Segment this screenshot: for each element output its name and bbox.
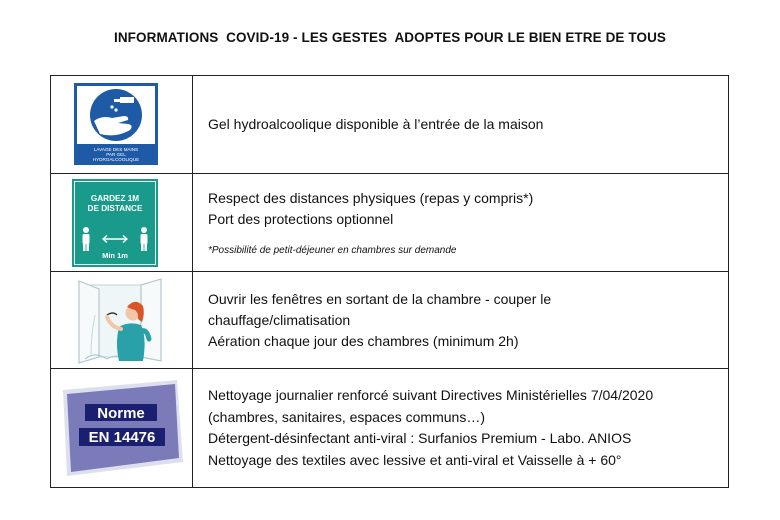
table-row xyxy=(51,76,728,173)
measure-line: chauffage/climatisation xyxy=(208,311,351,328)
measure-line: (chambres, sanitaires, espaces communs…) xyxy=(208,408,485,425)
measure-line: Détergent-désinfectant anti-viral : Surfanios Premium - Labo. ANIOS xyxy=(208,430,632,446)
distance-label-1: GARDEZ 1M xyxy=(90,194,140,203)
distance-label-2: DE DISTANCE xyxy=(87,204,143,213)
text-cell xyxy=(193,174,728,271)
image-cell xyxy=(51,76,193,173)
measure-line: Aération chaque jour des chambres (minimum 2h) xyxy=(208,332,519,349)
measure-line: Respect des distances physiques (repas y compris*) xyxy=(208,189,534,206)
page-title: INFORMATIONS COVID-19 - LES GESTES ADOPTES POUR LE BIEN ETRE DE TOUS xyxy=(113,30,667,45)
distance-label-3: Min 1m xyxy=(102,251,128,260)
norm-badge-icon xyxy=(59,376,187,480)
window-airing-icon xyxy=(69,275,169,365)
covid-measures-table xyxy=(50,75,729,488)
norm-label-2: EN 14476 xyxy=(88,429,156,446)
sanitizer-label-3: HYDROALCOOLIQUE xyxy=(92,157,140,162)
table-row xyxy=(51,271,728,368)
sanitizer-label-1: LAVAGE DES MAINS xyxy=(93,147,139,152)
norm-label-1: Norme xyxy=(97,405,145,422)
distance-sign-icon xyxy=(72,179,158,267)
hand-sanitizer-icon xyxy=(74,83,158,165)
text-cell xyxy=(193,76,728,173)
measure-line: Nettoyage des textiles avec lessive et anti-viral et Vaisselle à + 60° xyxy=(208,451,622,468)
footnote: *Possibilité de petit-déjeuner en chambres sur demande xyxy=(208,244,457,256)
table-row xyxy=(51,173,728,271)
measure-line: Gel hydroalcoolique disponible à l’entrée de la maison xyxy=(208,116,544,132)
image-cell xyxy=(51,369,193,487)
measure-line: Nettoyage journalier renforcé suivant Directives Ministérielles 7/04/2020 xyxy=(208,387,654,403)
table-row xyxy=(51,368,728,487)
text-cell xyxy=(193,272,728,368)
measure-line: Port des protections optionnel xyxy=(208,210,394,227)
text-cell xyxy=(193,369,728,487)
image-cell xyxy=(51,174,193,271)
image-cell xyxy=(51,272,193,368)
sanitizer-label-2: PAR GEL xyxy=(106,152,126,157)
measure-line: Ouvrir les fenêtres en sortant de la chambre - couper le xyxy=(208,290,552,307)
